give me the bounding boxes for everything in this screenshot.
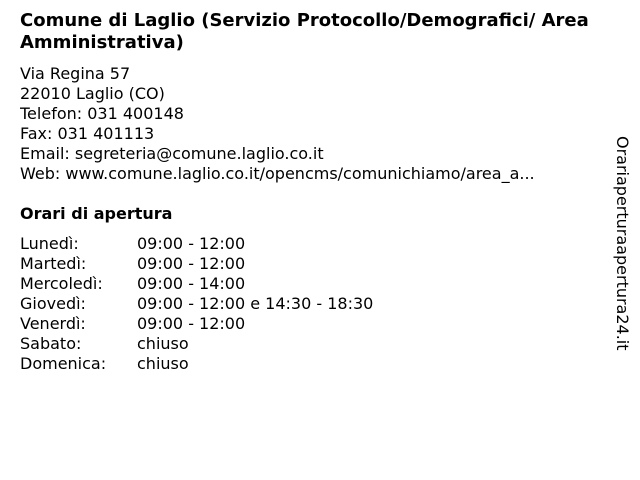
day-hours: 09:00 - 12:00 e 14:30 - 18:30 (137, 294, 374, 313)
opening-hours-heading: Orari di apertura (20, 204, 173, 223)
website-link[interactable]: Web: www.comune.laglio.co.it/opencms/comunichiamo/area_a... (20, 164, 535, 183)
day-label: Lunedì: (20, 234, 79, 253)
hours-row-monday (20, 234, 373, 254)
hours-row-tuesday (20, 254, 373, 274)
hours-row-friday (20, 314, 373, 334)
page-title: Comune di Laglio (Servizio Protocollo/Demografici/ Area Amministrativa) (20, 10, 589, 53)
day-hours: 09:00 - 12:00 (137, 314, 246, 333)
address-city: 22010 Laglio (CO) (20, 84, 165, 103)
phone-number: Telefon: 031 400148 (20, 104, 184, 123)
contact-block (20, 64, 600, 184)
day-label: Venerdì: (20, 314, 86, 333)
site-watermark: Orariaperturaapertura24.it (613, 136, 632, 351)
day-label: Domenica: (20, 354, 107, 373)
hours-row-saturday (20, 334, 373, 354)
hours-row-thursday (20, 294, 373, 314)
address-street: Via Regina 57 (20, 64, 131, 83)
day-hours: 09:00 - 12:00 (137, 254, 246, 273)
day-label: Mercoledì: (20, 274, 103, 293)
hours-row-sunday (20, 354, 373, 374)
day-label: Martedì: (20, 254, 87, 273)
day-hours: chiuso (137, 334, 189, 353)
day-hours: chiuso (137, 354, 189, 373)
hours-row-wednesday (20, 274, 373, 294)
day-label: Sabato: (20, 334, 82, 353)
day-hours: 09:00 - 12:00 (137, 234, 246, 253)
email-address: Email: segreteria@comune.laglio.co.it (20, 144, 324, 163)
day-label: Giovedì: (20, 294, 86, 313)
fax-number: Fax: 031 401113 (20, 124, 155, 143)
day-hours: 09:00 - 14:00 (137, 274, 246, 293)
opening-hours-table (20, 234, 373, 374)
